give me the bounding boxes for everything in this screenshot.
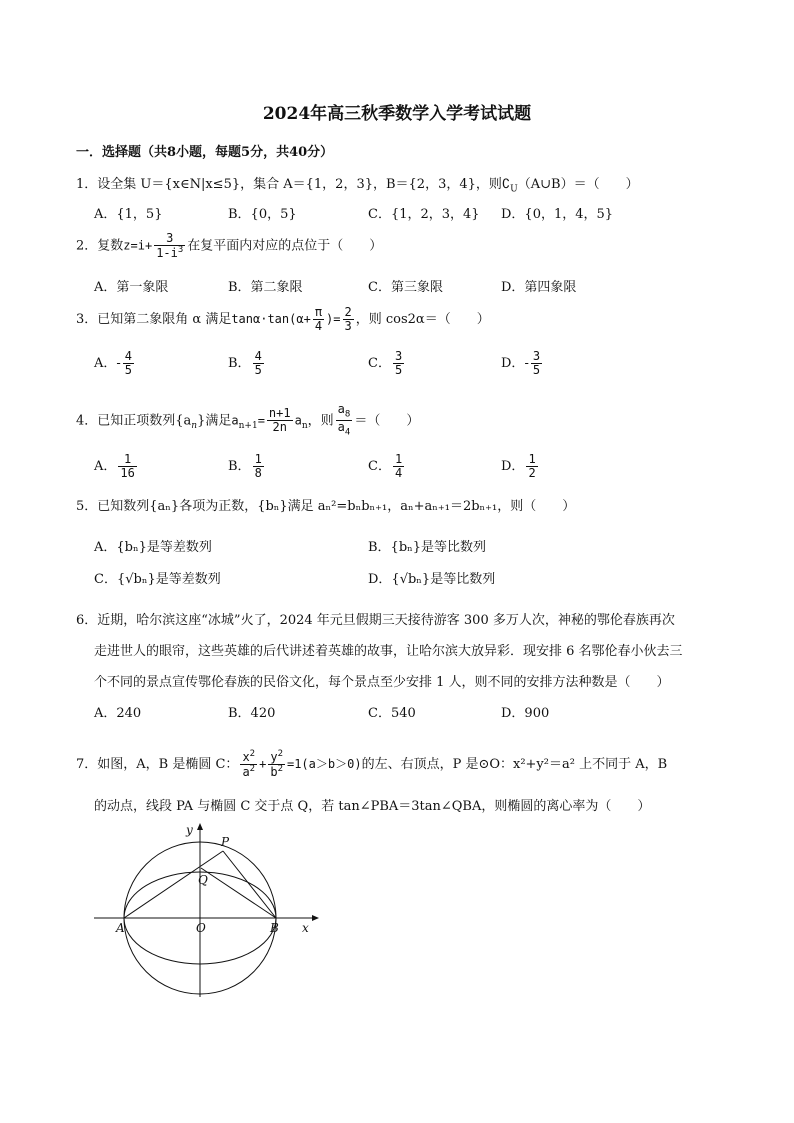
q3-option-c: C． $\frac{3}{5}$ xyxy=(368,349,403,378)
q1-option-a: A．{1，5} xyxy=(94,207,163,222)
y-axis-arrow xyxy=(197,823,203,830)
q6-option-d: D．900 xyxy=(501,706,550,721)
question-1-stem: 1．设全集 U＝{x∈N|x≤5}，集合 A＝{1，2，3}，B＝{2，3，4}，则$∁_U(A\cup B)=$（ ） xyxy=(76,177,639,195)
q2-option-c: C．第三象限 xyxy=(368,280,443,295)
question-4-stem: 4．已知正项数列$\{a_n\}$满足$a_{n+1}=$ $\frac{n+1}{2n}$ $a_n$，则 $\frac{a_8}{a_4}$ ＝（ ） xyxy=(76,402,420,438)
question-7-line-1: 7．如图，A，B 是椭圆 C： $\frac{x^2}{a^2}$ + $\frac{y^2}{b^2}$ =1(a＞b＞0)的左、右顶点，P 是⊙O：x²+y²＝a² 上不同于 A，B xyxy=(76,749,668,780)
label-b: B xyxy=(270,921,279,935)
label-q: Q xyxy=(198,873,208,887)
q5-option-d: D．{√bₙ}是等比数列 xyxy=(368,572,496,587)
q1-option-c: C．{1，2，3，4} xyxy=(368,207,480,222)
q3-option-b: B． $\frac{4}{5}$ xyxy=(228,349,262,378)
q6-option-a: A．240 xyxy=(94,706,142,721)
question-2-stem: 2．复数z=i+ $\frac{3}{1-i^3}$ 在复平面内对应的点位于（ ） xyxy=(76,231,383,261)
q1-option-b: B．{0，5} xyxy=(228,207,297,222)
q4-option-c: C． $\frac{1}{4}$ xyxy=(368,452,403,481)
q3-option-d: D．- $\frac{3}{5}$ xyxy=(501,349,541,378)
q4-option-d: D． $\frac{1}{2}$ xyxy=(501,452,536,481)
ellipse-circle-figure xyxy=(90,822,320,1002)
question-5-stem: 5．已知数列{aₙ}各项为正数，{bₙ}满足 aₙ²=bₙbₙ₊₁，aₙ+aₙ₊₁＝2bₙ₊₁，则（ ） xyxy=(76,499,576,514)
section-heading: 一．选择题（共8小题，每题5分，共40分） xyxy=(76,145,334,160)
segment-qb xyxy=(201,868,276,918)
question-3-stem: 3．已知第二象限角 α 满足tanα·tan(α+ $\frac{\pi}{4}$ )= $\frac{2}{3}$ ，则 cos2α＝（ ） xyxy=(76,305,490,334)
q5-option-c: C．{√bₙ}是等差数列 xyxy=(94,572,221,587)
q6-option-c: C．540 xyxy=(368,706,416,721)
segment-pa xyxy=(124,851,223,918)
q5-option-b: B．{bₙ}是等比数列 xyxy=(368,540,487,555)
q5-option-a: A．{bₙ}是等差数列 xyxy=(94,540,212,555)
label-p: P xyxy=(221,835,230,849)
page-title: 2024年高三秋季数学入学考试试题 xyxy=(262,104,532,124)
q2-option-d: D．第四象限 xyxy=(501,280,577,295)
label-y: y xyxy=(186,823,193,837)
label-o: O xyxy=(196,921,206,935)
question-7-line-2: 的动点，线段 PA 与椭圆 C 交于点 Q，若 tan∠PBA＝3tan∠QBA，则椭圆的离心率为（ ） xyxy=(94,799,651,814)
q3-option-a: A．- $\frac{4}{5}$ xyxy=(94,349,133,378)
q2-fraction: $\frac{3}{1-i^3}$ xyxy=(156,231,184,261)
question-6-line-3: 个不同的景点宣传鄂伦春族的民俗文化，每个景点至少安排 1 人，则不同的安排方法种数是（ ） xyxy=(94,675,670,690)
q4-option-b: B． $\frac{1}{8}$ xyxy=(228,452,262,481)
q2-option-b: B．第二象限 xyxy=(228,280,303,295)
q6-option-b: B．420 xyxy=(228,706,276,721)
q4-option-a: A． $\frac{1}{16}$ xyxy=(94,452,135,481)
x-axis-arrow xyxy=(312,915,319,921)
q2-option-a: A．第一象限 xyxy=(94,280,169,295)
question-6-line-2: 走进世人的眼帘，这些英雄的后代讲述着英雄的故事，让哈尔滨大放异彩．现安排 6 名鄂伦春小伙去三 xyxy=(94,644,683,659)
label-a: A xyxy=(116,921,125,935)
label-x: x xyxy=(302,921,309,935)
question-6-line-1: 6．近期，哈尔滨这座“冰城”火了，2024 年元旦假期三天接待游客 300 多万人次，神秘的鄂伦春族再次 xyxy=(76,613,675,628)
q1-option-d: D．{0，1，4，5} xyxy=(501,207,614,222)
